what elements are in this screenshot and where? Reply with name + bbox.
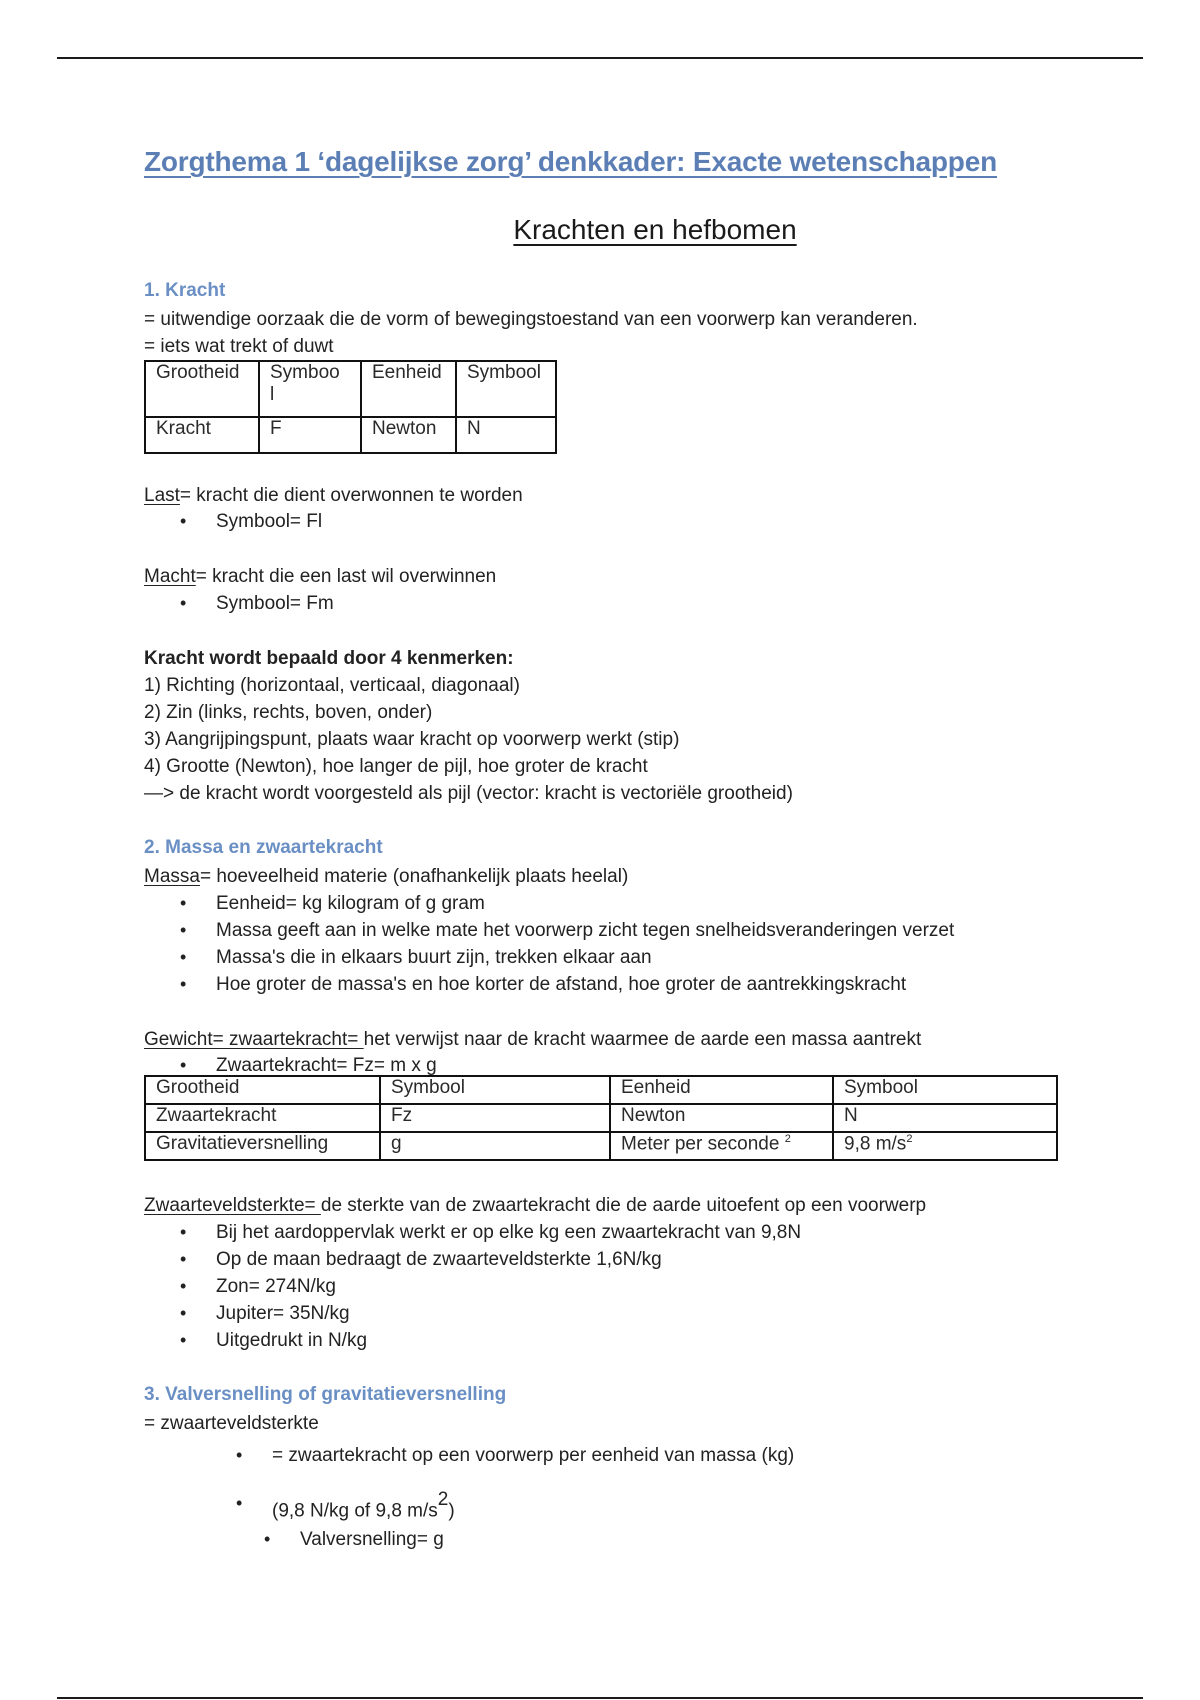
table-cell: Newton xyxy=(610,1104,833,1132)
table-row xyxy=(145,1104,1057,1132)
table-cell: F xyxy=(259,417,361,453)
gewicht-term: Gewicht= zwaartekracht= xyxy=(144,1029,364,1050)
list-item: • Symbool= Fl xyxy=(216,508,322,535)
bullet-icon: • xyxy=(180,1055,187,1075)
kenmerk-item: —> de kracht wordt voorgesteld als pijl (vector: kracht is vectoriële grootheid) xyxy=(144,783,793,804)
bullet-icon: • xyxy=(180,511,187,531)
header-rule xyxy=(57,57,1143,59)
bullet-icon: • xyxy=(180,974,187,994)
bullet-icon: • xyxy=(180,893,187,913)
last-definition: Last= kracht die dient overwonnen te worden xyxy=(144,485,523,506)
table-header-cell: Eenheid xyxy=(361,361,456,417)
massa-term: Massa xyxy=(144,866,200,887)
table-cell: Meter per seconde $^2$ xyxy=(610,1132,833,1160)
table-cell: Kracht xyxy=(145,417,259,453)
table-cell: Newton xyxy=(361,417,456,453)
list-item: • Hoe groter de massa's en hoe korter de afstand, hoe groter de aantrekkingskracht xyxy=(216,971,906,998)
list-item: • (9,8 N/kg of 9,8 $m/s^2$) xyxy=(236,1489,455,1522)
table-header-cell: Grootheid xyxy=(145,361,259,417)
kenmerk-item: 4) Grootte (Newton), hoe langer de pijl, hoe groter de kracht xyxy=(144,756,648,777)
bullet-icon: • xyxy=(180,1222,187,1242)
zwaarteveldsterkte-line: = zwaarteveldsterkte xyxy=(144,1413,319,1434)
table-header-cell: Symbool xyxy=(833,1076,1057,1104)
list-item: • = zwaartekracht op een voorwerp per eenheid van massa (kg) xyxy=(272,1442,794,1469)
bullet-icon: • xyxy=(236,1445,243,1465)
table-row xyxy=(145,1132,1057,1160)
list-item: • Valversnelling= g xyxy=(300,1526,444,1553)
table-header-cell: Eenheid xyxy=(610,1076,833,1104)
kenmerk-item: 2) Zin (links, rechts, boven, onder) xyxy=(144,702,433,723)
macht-term: Macht xyxy=(144,566,196,587)
section-heading-massa: 2. Massa en zwaartekracht xyxy=(144,837,383,858)
table-header-cell: Symbool xyxy=(456,361,556,417)
table-cell: Gravitatieversnelling xyxy=(145,1132,380,1160)
list-item: • Massa's die in elkaars buurt zijn, trekken elkaar aan xyxy=(216,944,652,971)
list-item: • Bij het aardoppervlak werkt er op elke kg een zwaartekracht van 9,8N xyxy=(216,1219,801,1246)
footer-rule xyxy=(57,1697,1143,1699)
list-item: • Symbool= Fm xyxy=(216,590,334,617)
kenmerken-heading: Kracht wordt bepaald door 4 kenmerken: xyxy=(144,648,514,669)
bullet-icon: • xyxy=(180,920,187,940)
zwaartekracht-table xyxy=(144,1075,1058,1161)
last-term: Last xyxy=(144,485,180,506)
list-item: • Op de maan bedraagt de zwaarteveldsterkte 1,6N/kg xyxy=(216,1246,662,1273)
kenmerk-item: 1) Richting (horizontaal, verticaal, diagonaal) xyxy=(144,675,520,696)
bullet-icon: • xyxy=(180,947,187,967)
section-heading-valversnelling: 3. Valversnelling of gravitatieversnelling xyxy=(144,1384,507,1405)
document-subtitle: Krachten en hefbomen xyxy=(513,214,797,245)
list-item: • Massa geeft aan in welke mate het voorwerp zicht tegen snelheidsveranderingen verzet xyxy=(216,917,954,944)
gewicht-definition: Gewicht= zwaartekracht= het verwijst naar de kracht waarmee de aarde een massa aantrekt xyxy=(144,1029,922,1050)
table-header-cell: Grootheid xyxy=(145,1076,380,1104)
table-cell: g xyxy=(380,1132,610,1160)
kracht-table xyxy=(144,360,557,454)
table-cell: Zwaartekracht xyxy=(145,1104,380,1132)
list-item: • Jupiter= 35N/kg xyxy=(216,1300,350,1327)
list-item: • Eenheid= kg kilogram of g gram xyxy=(216,890,485,917)
document-title: Zorgthema 1 ‘dagelijkse zorg’ denkkader: Exacte wetenschappen xyxy=(144,146,997,177)
section-heading-kracht: 1. Kracht xyxy=(144,280,226,301)
list-item: • Zon= 274N/kg xyxy=(216,1273,336,1300)
bullet-icon: • xyxy=(180,1303,187,1323)
bullet-icon: • xyxy=(264,1529,271,1549)
zwaarteveldsterkte-term: Zwaarteveldsterkte= xyxy=(144,1195,321,1216)
table-header-cell: Symboo l xyxy=(259,361,361,417)
table-row xyxy=(145,417,556,453)
definition-line: = uitwendige oorzaak die de vorm of bewegingstoestand van een voorwerp kan veranderen. xyxy=(144,309,918,330)
table-cell: Fz xyxy=(380,1104,610,1132)
kenmerk-item: 3) Aangrijpingspunt, plaats waar kracht op voorwerp werkt (stip) xyxy=(144,729,680,750)
bullet-icon: • xyxy=(180,593,187,613)
bullet-icon: • xyxy=(236,1493,243,1513)
list-item: • Uitgedrukt in N/kg xyxy=(216,1327,367,1354)
table-header-cell: Symbool xyxy=(380,1076,610,1104)
table-cell: N xyxy=(833,1104,1057,1132)
definition-line: = iets wat trekt of duwt xyxy=(144,336,334,357)
table-cell: 9,8 $m/s^2$ xyxy=(833,1132,1057,1160)
table-cell: N xyxy=(456,417,556,453)
bullet-icon: • xyxy=(180,1249,187,1269)
bullet-icon: • xyxy=(180,1330,187,1350)
zwaarteveldsterkte-definition: Zwaarteveldsterkte= de sterkte van de zwaartekracht die de aarde uitoefent op een voorwerp xyxy=(144,1195,927,1216)
massa-definition: Massa= hoeveelheid materie (onafhankelijk plaats heelal) xyxy=(144,866,629,887)
list-item: • Zwaartekracht= Fz= m x g xyxy=(216,1052,437,1079)
bullet-icon: • xyxy=(180,1276,187,1296)
macht-definition: Macht= kracht die een last wil overwinnen xyxy=(144,566,497,587)
